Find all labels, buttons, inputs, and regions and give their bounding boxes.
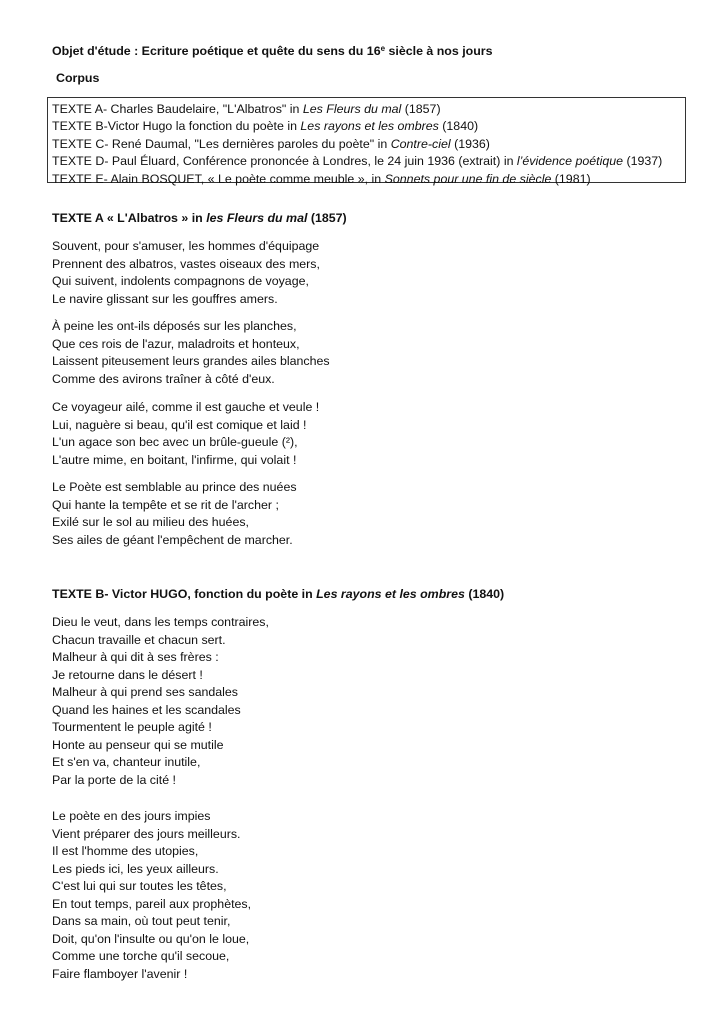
corpus-box (47, 97, 686, 186)
corpus-line-d: TEXTE D- Paul Éluard, Conférence prononcée à Londres, le 24 juin 1936 (extrait) in l’évidence poétique (1937) (52, 154, 663, 169)
verse-line: Ce voyageur ailé, comme il est gauche et veule ! (52, 400, 320, 414)
text-a-stanza-4 (52, 479, 297, 549)
verse-line: Les pieds ici, les yeux ailleurs. (52, 861, 219, 876)
verse-line: Honte au penseur qui se mutile (52, 737, 224, 752)
study-object-text: Objet d'étude : Ecriture poétique et quête du sens du 16 (52, 44, 381, 58)
study-object-heading (52, 44, 493, 58)
text-a-stanza-3 (52, 399, 319, 469)
verse-line: Comme des avirons traîner à côté d'eux. (52, 371, 275, 386)
verse-line: Quand les haines et les scandales (52, 702, 241, 717)
text-b-title: TEXTE B- Victor HUGO, fonction du poète in Les rayons et les ombres (1840) (52, 587, 505, 601)
verse-line: Dans sa main, où tout peut tenir, (52, 914, 231, 929)
verse-line: Par la porte de la cité ! (52, 772, 176, 787)
verse-line: Le poète en des jours impies (52, 809, 211, 823)
verse-line: Faire flamboyer l'avenir ! (52, 966, 188, 981)
corpus-line-a: TEXTE A- Charles Baudelaire, "L'Albatros" in Les Fleurs du mal (1857) (52, 102, 441, 116)
verse-line: Tourmentent le peuple agité ! (52, 720, 212, 735)
verse-line: Le Poète est semblable au prince des nuées (52, 480, 297, 494)
verse-line: L'autre mime, en boitant, l'infirme, qui volait ! (52, 452, 297, 467)
verse-line: Malheur à qui prend ses sandales (52, 685, 238, 700)
text-b-stanza-1 (52, 614, 269, 789)
verse-line: Vient préparer des jours meilleurs. (52, 826, 241, 841)
verse-line: Le navire glissant sur les gouffres amers. (52, 291, 278, 306)
verse-line: Prennent des albatros, vastes oiseaux des mers, (52, 256, 320, 271)
verse-line: En tout temps, pareil aux prophètes, (52, 896, 252, 911)
verse-line: Laissent piteusement leurs grandes ailes blanches (52, 354, 330, 369)
verse-line: Malheur à qui dit à ses frères : (52, 650, 219, 665)
verse-line: Doit, qu'on l'insulte ou qu'on le loue, (52, 931, 250, 946)
verse-line: Exilé sur le sol au milieu des huées, (52, 515, 249, 530)
verse-line: Il est l'homme des utopies, (52, 844, 199, 859)
text-a-stanza-2 (52, 318, 330, 388)
verse-line: Dieu le veut, dans les temps contraires, (52, 615, 269, 629)
verse-line: Et s'en va, chanteur inutile, (52, 755, 201, 770)
corpus-line-c: TEXTE C- René Daumal, "Les dernières paroles du poète" in Contre-ciel (1936) (52, 136, 490, 151)
verse-line: Chacun travaille et chacun sert. (52, 632, 226, 647)
verse-line: Qui hante la tempête et se rit de l'archer ; (52, 497, 279, 512)
corpus-label: Corpus (56, 71, 100, 85)
verse-line: C'est lui qui sur toutes les têtes, (52, 879, 227, 894)
verse-line: L'un agace son bec avec un brûle-gueule (²), (52, 435, 298, 450)
verse-line: Que ces rois de l'azur, maladroits et honteux, (52, 336, 300, 351)
study-object-superscript: e (380, 44, 386, 53)
corpus-line-e: TEXTE E- Alain BOSQUET, « Le poète comme meuble », in Sonnets pour une fin de siècle (1981) (52, 171, 591, 186)
text-a-stanza-1 (52, 238, 320, 308)
verse-line: À peine les ont-ils déposés sur les planches, (52, 319, 297, 333)
corpus-line-b: TEXTE B-Victor Hugo la fonction du poète in Les rayons et les ombres (1840) (52, 119, 479, 134)
verse-line: Souvent, pour s'amuser, les hommes d'équipage (52, 239, 320, 253)
verse-line: Qui suivent, indolents compagnons de voyage, (52, 274, 309, 289)
verse-line: Je retourne dans le désert ! (52, 667, 203, 682)
study-object-text-end: siècle à nos jours (385, 44, 493, 58)
verse-line: Ses ailes de géant l'empêchent de marcher. (52, 532, 293, 547)
text-b-stanza-2 (52, 808, 251, 983)
text-a-title: TEXTE A « L'Albatros » in les Fleurs du mal (1857) (52, 211, 347, 225)
verse-line: Comme une torche qu'il secoue, (52, 949, 230, 964)
verse-line: Lui, naguère si beau, qu'il est comique et laid ! (52, 417, 307, 432)
